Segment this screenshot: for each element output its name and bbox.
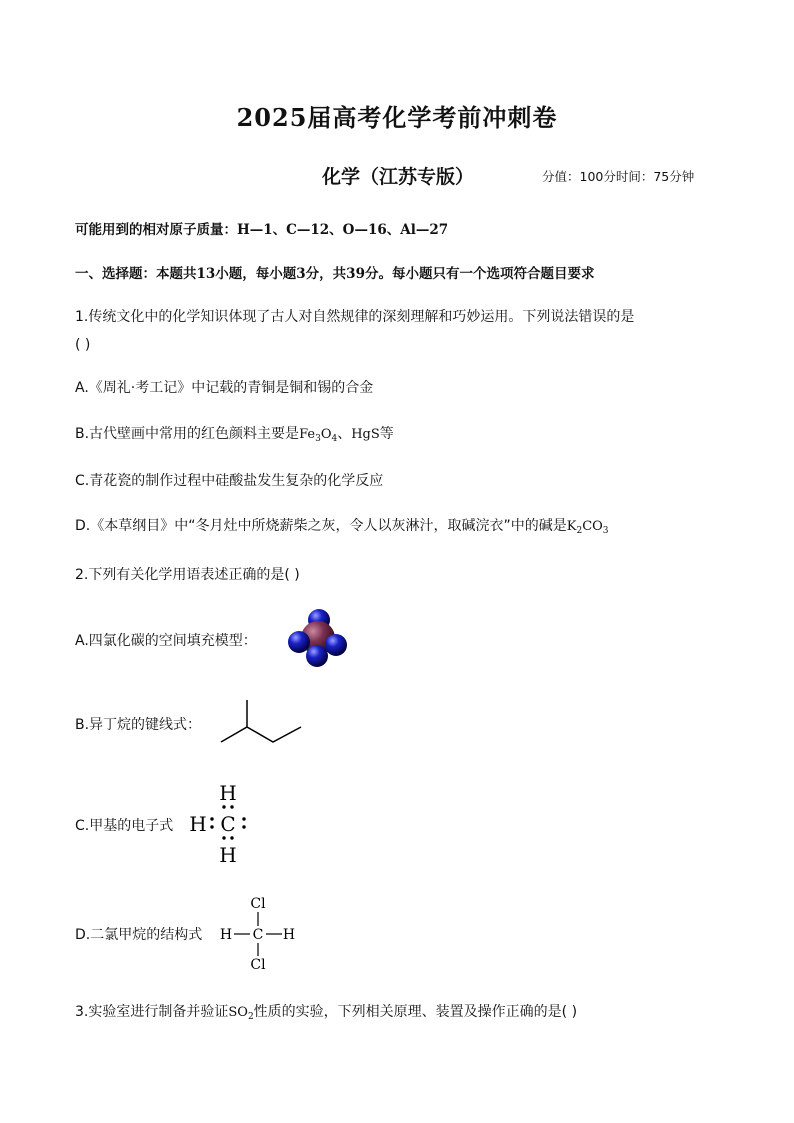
q1-option-c: C.青花瓷的制作过程中硅酸盐发生复杂的化学反应 (75, 473, 384, 489)
atomic-masses: 可能用到的相对原子质量：H—1、C—12、O—16、Al—27 (75, 222, 449, 238)
isobutane-skeletal-formula (218, 698, 304, 746)
dichloromethane-structural-formula (216, 892, 300, 974)
q1-stem-line1: 1.传统文化中的化学知识体现了古人对自然规律的深刻理解和巧妙运用。下列说法错误的是 (75, 309, 635, 325)
h-right: H (282, 927, 296, 943)
chlorine-atom (306, 645, 328, 667)
q1-option-d: D.《本草纲目》中“冬月灶中所烧薪柴之灰，令人以灰淋汁，取碱浣衣”中的碱是$K_2CO_3$ (75, 518, 609, 536)
subject-heading: 化学（江苏专版） (322, 166, 475, 188)
ccl4-space-filling-model (284, 604, 350, 670)
q2-stem: 2.下列有关化学用语表述正确的是( ) (75, 567, 300, 583)
q2-option-a: A.四氯化碳的空间填充模型： (75, 633, 257, 649)
cl-top: Cl (250, 896, 266, 912)
q2-option-c: C.甲基的电子式 (75, 818, 174, 834)
carbon-symbol: C (252, 927, 264, 943)
q1-option-a: A.《周礼·考工记》中记载的青铜是铜和锡的合金 (75, 380, 374, 396)
methyl-electron-formula (186, 778, 252, 870)
exam-title: 2025届高考化学考前冲刺卷 (236, 103, 558, 132)
q3-stem: 3.实验室进行制备并验证$SO_2$性质的实验，下列相关原理、装置及操作正确的是( ) (75, 1004, 578, 1022)
h-bottom: H (219, 843, 237, 867)
score-time-info: 分值：100分时间：75分钟 (542, 169, 695, 184)
h-left: H (219, 927, 233, 943)
chlorine-atom (325, 634, 347, 656)
chlorine-atom (288, 631, 310, 653)
h-left: H (189, 812, 207, 836)
cl-bottom: Cl (250, 957, 266, 973)
q1-stem-line2: ( ) (75, 337, 91, 353)
q2-option-b: B.异丁烷的键线式： (75, 717, 202, 733)
q2-option-d: D.二氯甲烷的结构式 (75, 927, 203, 943)
h-top: H (219, 781, 237, 805)
q1-option-b: B.古代壁画中常用的红色颜料主要是$Fe_3O_4$、HgS等 (75, 426, 394, 444)
section-heading: 一、选择题：本题共13小题，每小题3分，共39分。每小题只有一个选项符合题目要求 (75, 266, 595, 282)
carbon-symbol: C (220, 812, 236, 836)
